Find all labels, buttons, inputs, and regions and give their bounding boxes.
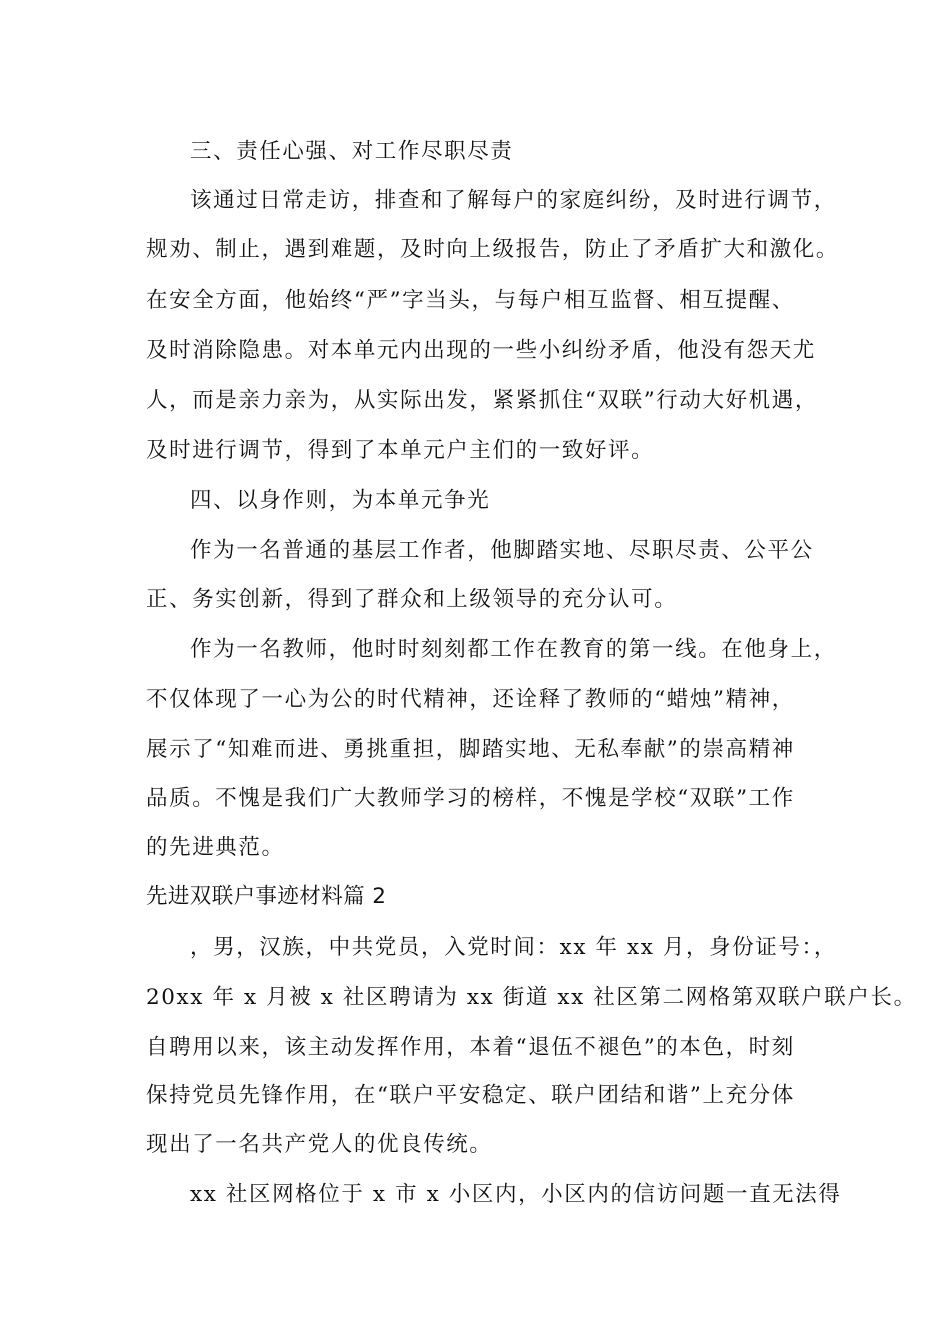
paragraph-line: 作为一名教师，他时时刻刻都工作在教育的第一线。在他身上，: [190, 637, 837, 662]
article-title-part-2: 先进双联户事迹材料篇 2: [146, 884, 387, 909]
paragraph-line: 在安全方面，他始终“严”字当头，与每户相互监督、相互提醒、: [146, 288, 795, 313]
paragraph-line: 及时消除隐患。对本单元内出现的一些小纠纷矛盾，他没有怨天尤: [146, 338, 816, 363]
paragraph-line: 保持党员先锋作用，在“联户平安稳定、联户团结和谐”上充分体: [146, 1083, 795, 1108]
paragraph-line: 规劝、制止，遇到难题，及时向上级报告，防止了矛盾扩大和激化。: [146, 237, 840, 262]
paragraph-line: 该通过日常走访，排查和了解每户的家庭纠纷，及时进行调节，: [190, 188, 837, 213]
paragraph-line: 品质。不愧是我们广大教师学习的榜样，不愧是学校“双联”工作: [146, 786, 795, 811]
paragraph-line: 的先进典范。: [146, 835, 285, 860]
paragraph-line: 人，而是亲力亲为，从实际出发，紧紧抓住“双联”行动大好机遇，: [146, 388, 818, 413]
paragraph-line: ，男，汉族，中共党员，入党时间：xx 年 xx 月，身份证号：，: [190, 935, 837, 960]
paragraph-line: xx 社区网格位于 x 市 x 小区内，小区内的信访问题一直无法得: [190, 1182, 842, 1207]
paragraph-line: 自聘用以来，该主动发挥作用，本着“退伍不褪色”的本色，时刻: [146, 1035, 795, 1060]
paragraph-line: 及时进行调节，得到了本单元户主们的一致好评。: [146, 438, 655, 463]
paragraph-line: 现出了一名共产党人的优良传统。: [146, 1132, 493, 1157]
section-heading-3: 三、责任心强、对工作尽职尽责: [190, 139, 514, 164]
paragraph-line: 不仅体现了一心为公的时代精神，还诠释了教师的“蜡烛”精神，: [146, 687, 795, 712]
paragraph-line: 作为一名普通的基层工作者，他脚踏实地、尽职尽责、公平公: [190, 538, 814, 563]
paragraph-line: 20xx 年 x 月被 x 社区聘请为 xx 街道 xx 社区第二网格第双联户联户长。: [146, 985, 917, 1010]
paragraph-line: 正、务实创新，得到了群众和上级领导的充分认可。: [146, 587, 678, 612]
paragraph-line: 展示了“知难而进、勇挑重担，脚踏实地、无私奉献”的崇高精神: [146, 737, 795, 762]
section-heading-4: 四、以身作则，为本单元争光: [190, 488, 491, 513]
